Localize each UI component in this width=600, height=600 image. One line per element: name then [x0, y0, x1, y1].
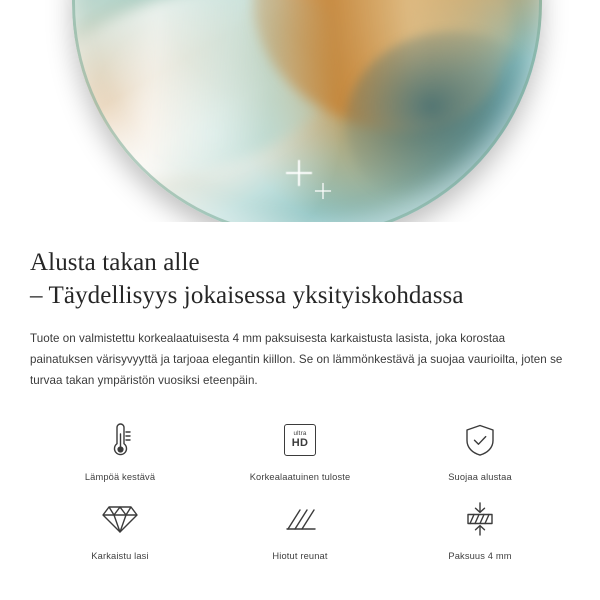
badge-main-text: HD [291, 437, 309, 450]
feature-label: Hiotut reunat [272, 551, 328, 561]
feature-item-high-quality-print [210, 417, 390, 482]
shield-check-icon [464, 417, 496, 463]
feature-label: Karkaistu lasi [91, 551, 149, 561]
feature-item-polished-edges [210, 496, 390, 561]
ultra-hd-badge-icon [284, 417, 316, 463]
headline-line-1: Alusta takan alle [30, 249, 200, 276]
page-title [30, 246, 570, 312]
polished-edges-icon [282, 496, 318, 542]
feature-item-tempered-glass [30, 496, 210, 561]
feature-label: Korkealaatuinen tuloste [249, 472, 351, 482]
feature-label: Paksuus 4 mm [448, 551, 512, 561]
diamond-icon [101, 496, 139, 542]
feature-item-thickness [390, 496, 570, 561]
feature-label: Lämpöä kestävä [84, 472, 156, 482]
description-paragraph: Tuote on valmistettu korkealaatuisesta 4 mm paksuisesta karkaistusta lasista, joka korostaa painatuksen värisyvyyttä ja tarjoaa elegantin kiillon. Se on lämmönkestävä ja suojaa vaurioilta, joten se turvaa takan ympäristön vuosiksi eteenpäin. [30, 332, 563, 387]
content-area [0, 222, 600, 561]
headline-line-2: – Täydellisyys jokaisessa yksityiskohdassa [30, 282, 464, 309]
feature-item-protects-surface [390, 417, 570, 482]
badge-top-text: ultra [293, 429, 307, 437]
feature-label: Suojaa alustaa [448, 472, 512, 482]
thermometer-icon [103, 417, 137, 463]
feature-grid [30, 417, 570, 561]
thickness-arrows-icon [463, 496, 497, 542]
round-glass-board-image [72, 0, 542, 222]
feature-item-heat-resistant [30, 417, 210, 482]
hero-image [0, 0, 600, 222]
